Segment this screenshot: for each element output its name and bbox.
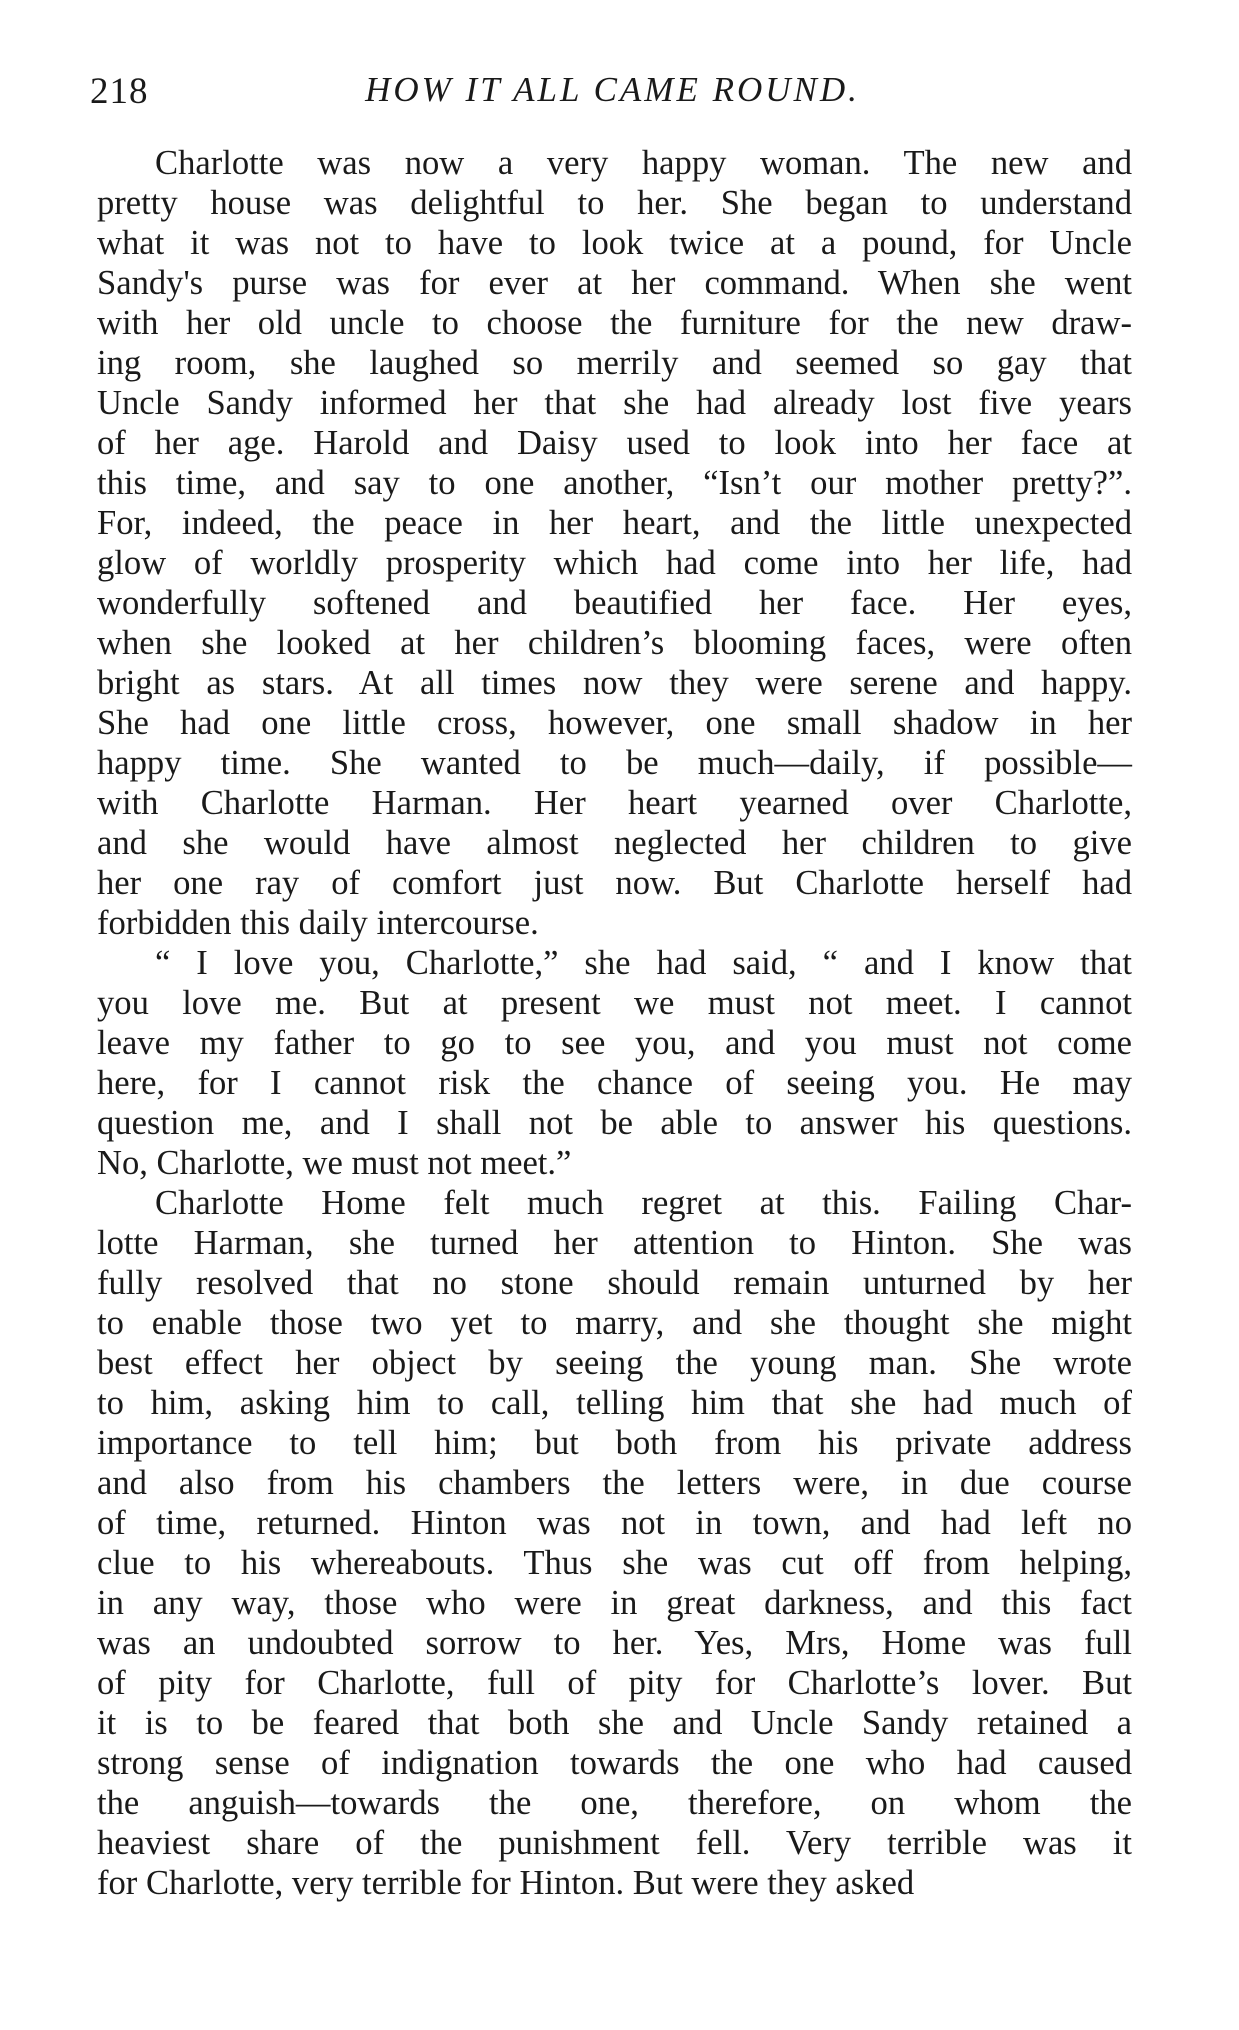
text-line: of pity for Charlotte, full of pity for Charlotte’s lover. But (97, 1664, 1132, 1702)
text-line: for Charlotte, very terrible for Hinton. But were they asked (97, 1864, 915, 1902)
text-line: heaviest share of the punishment fell. Very terrible was it (97, 1824, 1132, 1862)
text-line: and she would have almost neglected her children to give (97, 824, 1132, 862)
paragraph (97, 143, 1132, 943)
text-line: leave my father to go to see you, and you must not come (97, 1024, 1132, 1062)
text-line: ing room, she laughed so merrily and seemed so gay that (97, 344, 1132, 382)
text-line: Charlotte was now a very happy woman. The new and (155, 144, 1132, 182)
text-line: and also from his chambers the letters were, in due course (97, 1464, 1132, 1502)
text-line: it is to be feared that both she and Uncle Sandy retained a (97, 1704, 1132, 1742)
text-line: For, indeed, the peace in her heart, and the little unexpected (97, 504, 1132, 542)
text-line: pretty house was delightful to her. She began to understand (97, 184, 1132, 222)
text-line: with Charlotte Harman. Her heart yearned over Charlotte, (97, 784, 1132, 822)
text-line: when she looked at her children’s blooming faces, were often (97, 624, 1132, 662)
text-line: the anguish—towards the one, therefore, on whom the (97, 1784, 1132, 1822)
text-line: to him, asking him to call, telling him that she had much of (97, 1384, 1132, 1422)
paragraph (97, 1183, 1132, 1903)
text-line: to enable those two yet to marry, and she thought she might (97, 1304, 1132, 1342)
text-line: clue to his whereabouts. Thus she was cut off from helping, (97, 1544, 1132, 1582)
text-line: strong sense of indignation towards the one who had caused (97, 1744, 1132, 1782)
text-line: fully resolved that no stone should remain unturned by her (97, 1264, 1132, 1302)
text-line: She had one little cross, however, one small shadow in her (97, 704, 1132, 742)
text-line: Sandy's purse was for ever at her command. When she went (97, 264, 1132, 302)
page-number: 218 (90, 71, 149, 112)
text-line: you love me. But at present we must not meet. I cannot (97, 984, 1132, 1022)
text-line: this time, and say to one another, “Isn’t our mother pretty?”. (97, 464, 1132, 502)
text-line: glow of worldly prosperity which had come into her life, had (97, 544, 1132, 582)
text-line: No, Charlotte, we must not meet.” (97, 1144, 572, 1182)
page-header (90, 70, 1135, 120)
text-line: “ I love you, Charlotte,” she had said, “ and I know that (155, 944, 1132, 982)
text-line: bright as stars. At all times now they were serene and happy. (97, 664, 1132, 702)
text-line: forbidden this daily intercourse. (97, 904, 539, 942)
text-line: importance to tell him; but both from his private address (97, 1424, 1132, 1462)
body-text (97, 143, 1132, 1903)
text-line: Charlotte Home felt much regret at this. Failing Char- (155, 1184, 1132, 1222)
text-line: here, for I cannot risk the chance of seeing you. He may (97, 1064, 1132, 1102)
text-line: what it was not to have to look twice at a pound, for Uncle (97, 224, 1132, 262)
paragraph (97, 943, 1132, 1183)
text-line: lotte Harman, she turned her attention to Hinton. She was (97, 1224, 1132, 1262)
text-line: wonderfully softened and beautified her face. Her eyes, (97, 584, 1132, 622)
text-line: in any way, those who were in great darkness, and this fact (97, 1584, 1132, 1622)
text-line: of her age. Harold and Daisy used to look into her face at (97, 424, 1132, 462)
text-line: her one ray of comfort just now. But Charlotte herself had (97, 864, 1132, 902)
text-line: question me, and I shall not be able to answer his questions. (97, 1104, 1132, 1142)
running-title: HOW IT ALL CAME ROUND. (365, 70, 860, 109)
text-line: of time, returned. Hinton was not in town, and had left no (97, 1504, 1132, 1542)
text-line: best effect her object by seeing the young man. She wrote (97, 1344, 1132, 1382)
text-line: Uncle Sandy informed her that she had already lost five years (97, 384, 1132, 422)
text-line: was an undoubted sorrow to her. Yes, Mrs, Home was full (97, 1624, 1132, 1662)
text-line: happy time. She wanted to be much—daily, if possible— (97, 744, 1132, 782)
text-line: with her old uncle to choose the furniture for the new draw- (97, 304, 1132, 342)
